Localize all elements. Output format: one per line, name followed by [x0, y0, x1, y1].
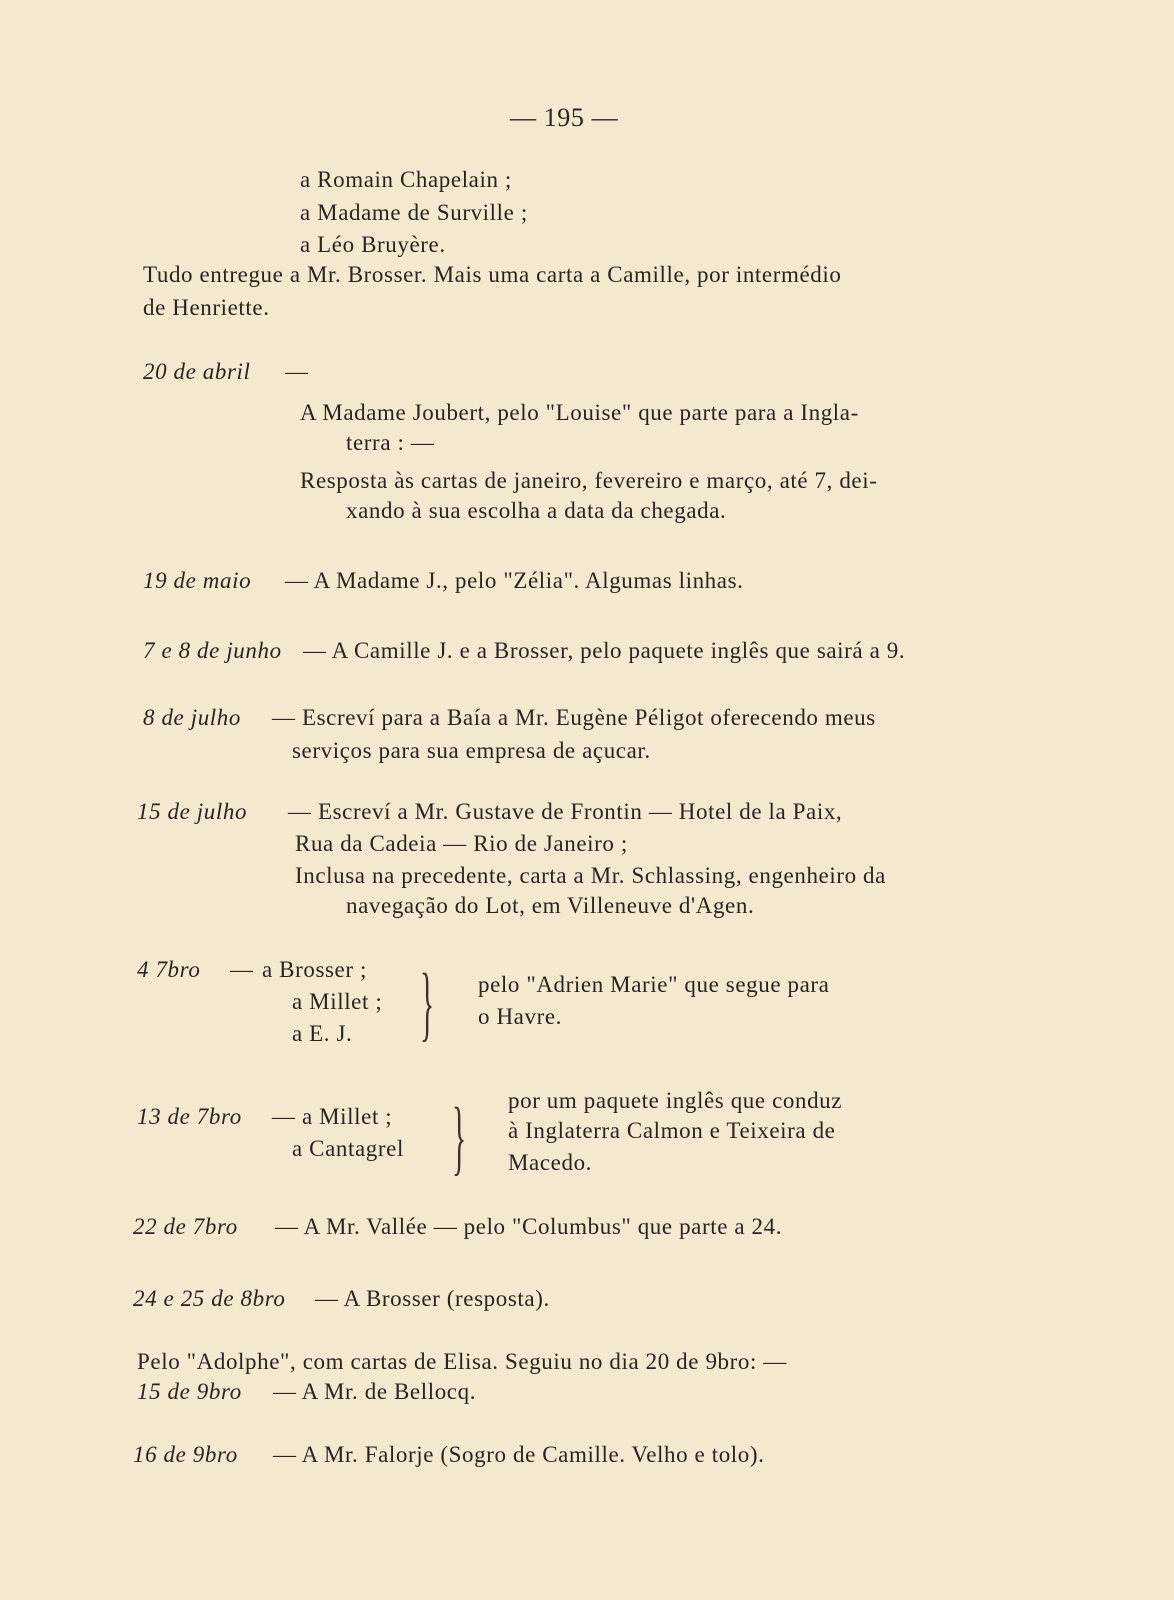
- list-item: a Madame de Surville ;: [300, 200, 528, 225]
- entry-text: Inclusa na precedente, carta a Mr. Schlassing, engenheiro da: [295, 863, 886, 888]
- paragraph-line: de Henriette.: [143, 295, 270, 320]
- entry-dash: —: [285, 359, 309, 384]
- recipient: a Cantagrel: [292, 1136, 404, 1161]
- entry-date: 8 de julho: [143, 705, 241, 730]
- entry-text: — A Mr. Falorje (Sogro de Camille. Velho e tolo).: [273, 1442, 765, 1467]
- entry-text: xando à sua escolha a data da chegada.: [346, 498, 727, 523]
- entry-date: 16 de 9bro: [133, 1442, 238, 1467]
- entry-date: 13 de 7bro: [137, 1104, 242, 1129]
- brace: }: [452, 1091, 467, 1184]
- entry-date: 15 de julho: [137, 799, 248, 824]
- list-item: a Romain Chapelain ;: [300, 167, 512, 192]
- entry-text: navegação do Lot, em Villeneuve d'Agen.: [346, 893, 755, 918]
- page-number: — 195 —: [510, 103, 619, 132]
- entry-text: — A Mr. Vallée — pelo "Columbus" que parte a 24.: [275, 1214, 783, 1239]
- entry-text: Resposta às cartas de janeiro, fevereiro e março, até 7, dei-: [300, 468, 878, 493]
- entry-note: Macedo.: [508, 1150, 593, 1175]
- entry-text: serviços para sua empresa de açucar.: [292, 738, 651, 763]
- entry-text: — A Brosser (resposta).: [315, 1286, 550, 1311]
- entry-text: — A Mr. de Bellocq.: [273, 1379, 477, 1404]
- entry-note: o Havre.: [478, 1004, 562, 1029]
- entry-date: 19 de maio: [143, 568, 252, 593]
- paragraph-line: Pelo "Adolphe", com cartas de Elisa. Seguiu no dia 20 de 9bro: —: [137, 1349, 787, 1374]
- entry-note: pelo "Adrien Marie" que segue para: [478, 972, 830, 997]
- entry-note: por um paquete inglês que conduz: [508, 1088, 843, 1113]
- recipient: a Millet ;: [292, 989, 383, 1014]
- entry-date: 22 de 7bro: [133, 1214, 238, 1239]
- entry-date: 7 e 8 de junho: [143, 638, 282, 663]
- entry-text: terra : —: [346, 430, 435, 455]
- entry-text: — Escreví para a Baía a Mr. Eugène Péligot oferecendo meus: [272, 705, 876, 730]
- entry-text: Rua da Cadeia — Rio de Janeiro ;: [295, 831, 628, 856]
- entry-date: 24 e 25 de 8bro: [133, 1286, 286, 1311]
- recipient: a Brosser ;: [262, 957, 367, 982]
- entry-note: à Inglaterra Calmon e Teixeira de: [508, 1118, 836, 1143]
- recipient: a E. J.: [292, 1021, 353, 1046]
- entry-date: 4 7bro: [137, 957, 201, 982]
- entry-date: 15 de 9bro: [137, 1379, 242, 1404]
- entry-dash: —: [230, 957, 254, 982]
- recipient: — a Millet ;: [272, 1104, 393, 1129]
- list-item: a Léo Bruyère.: [300, 232, 446, 257]
- entry-text: A Madame Joubert, pelo "Louise" que parte para a Ingla-: [300, 400, 859, 425]
- entry-text: — A Madame J., pelo "Zélia". Algumas linhas.: [285, 568, 744, 593]
- entry-date: 20 de abril: [143, 359, 251, 384]
- brace: }: [420, 957, 435, 1050]
- paragraph-line: Tudo entregue a Mr. Brosser. Mais uma carta a Camille, por intermédio: [143, 262, 842, 287]
- entry-text: — Escreví a Mr. Gustave de Frontin — Hotel de la Paix,: [288, 799, 843, 824]
- entry-text: — A Camille J. e a Brosser, pelo paquete inglês que sairá a 9.: [303, 638, 906, 663]
